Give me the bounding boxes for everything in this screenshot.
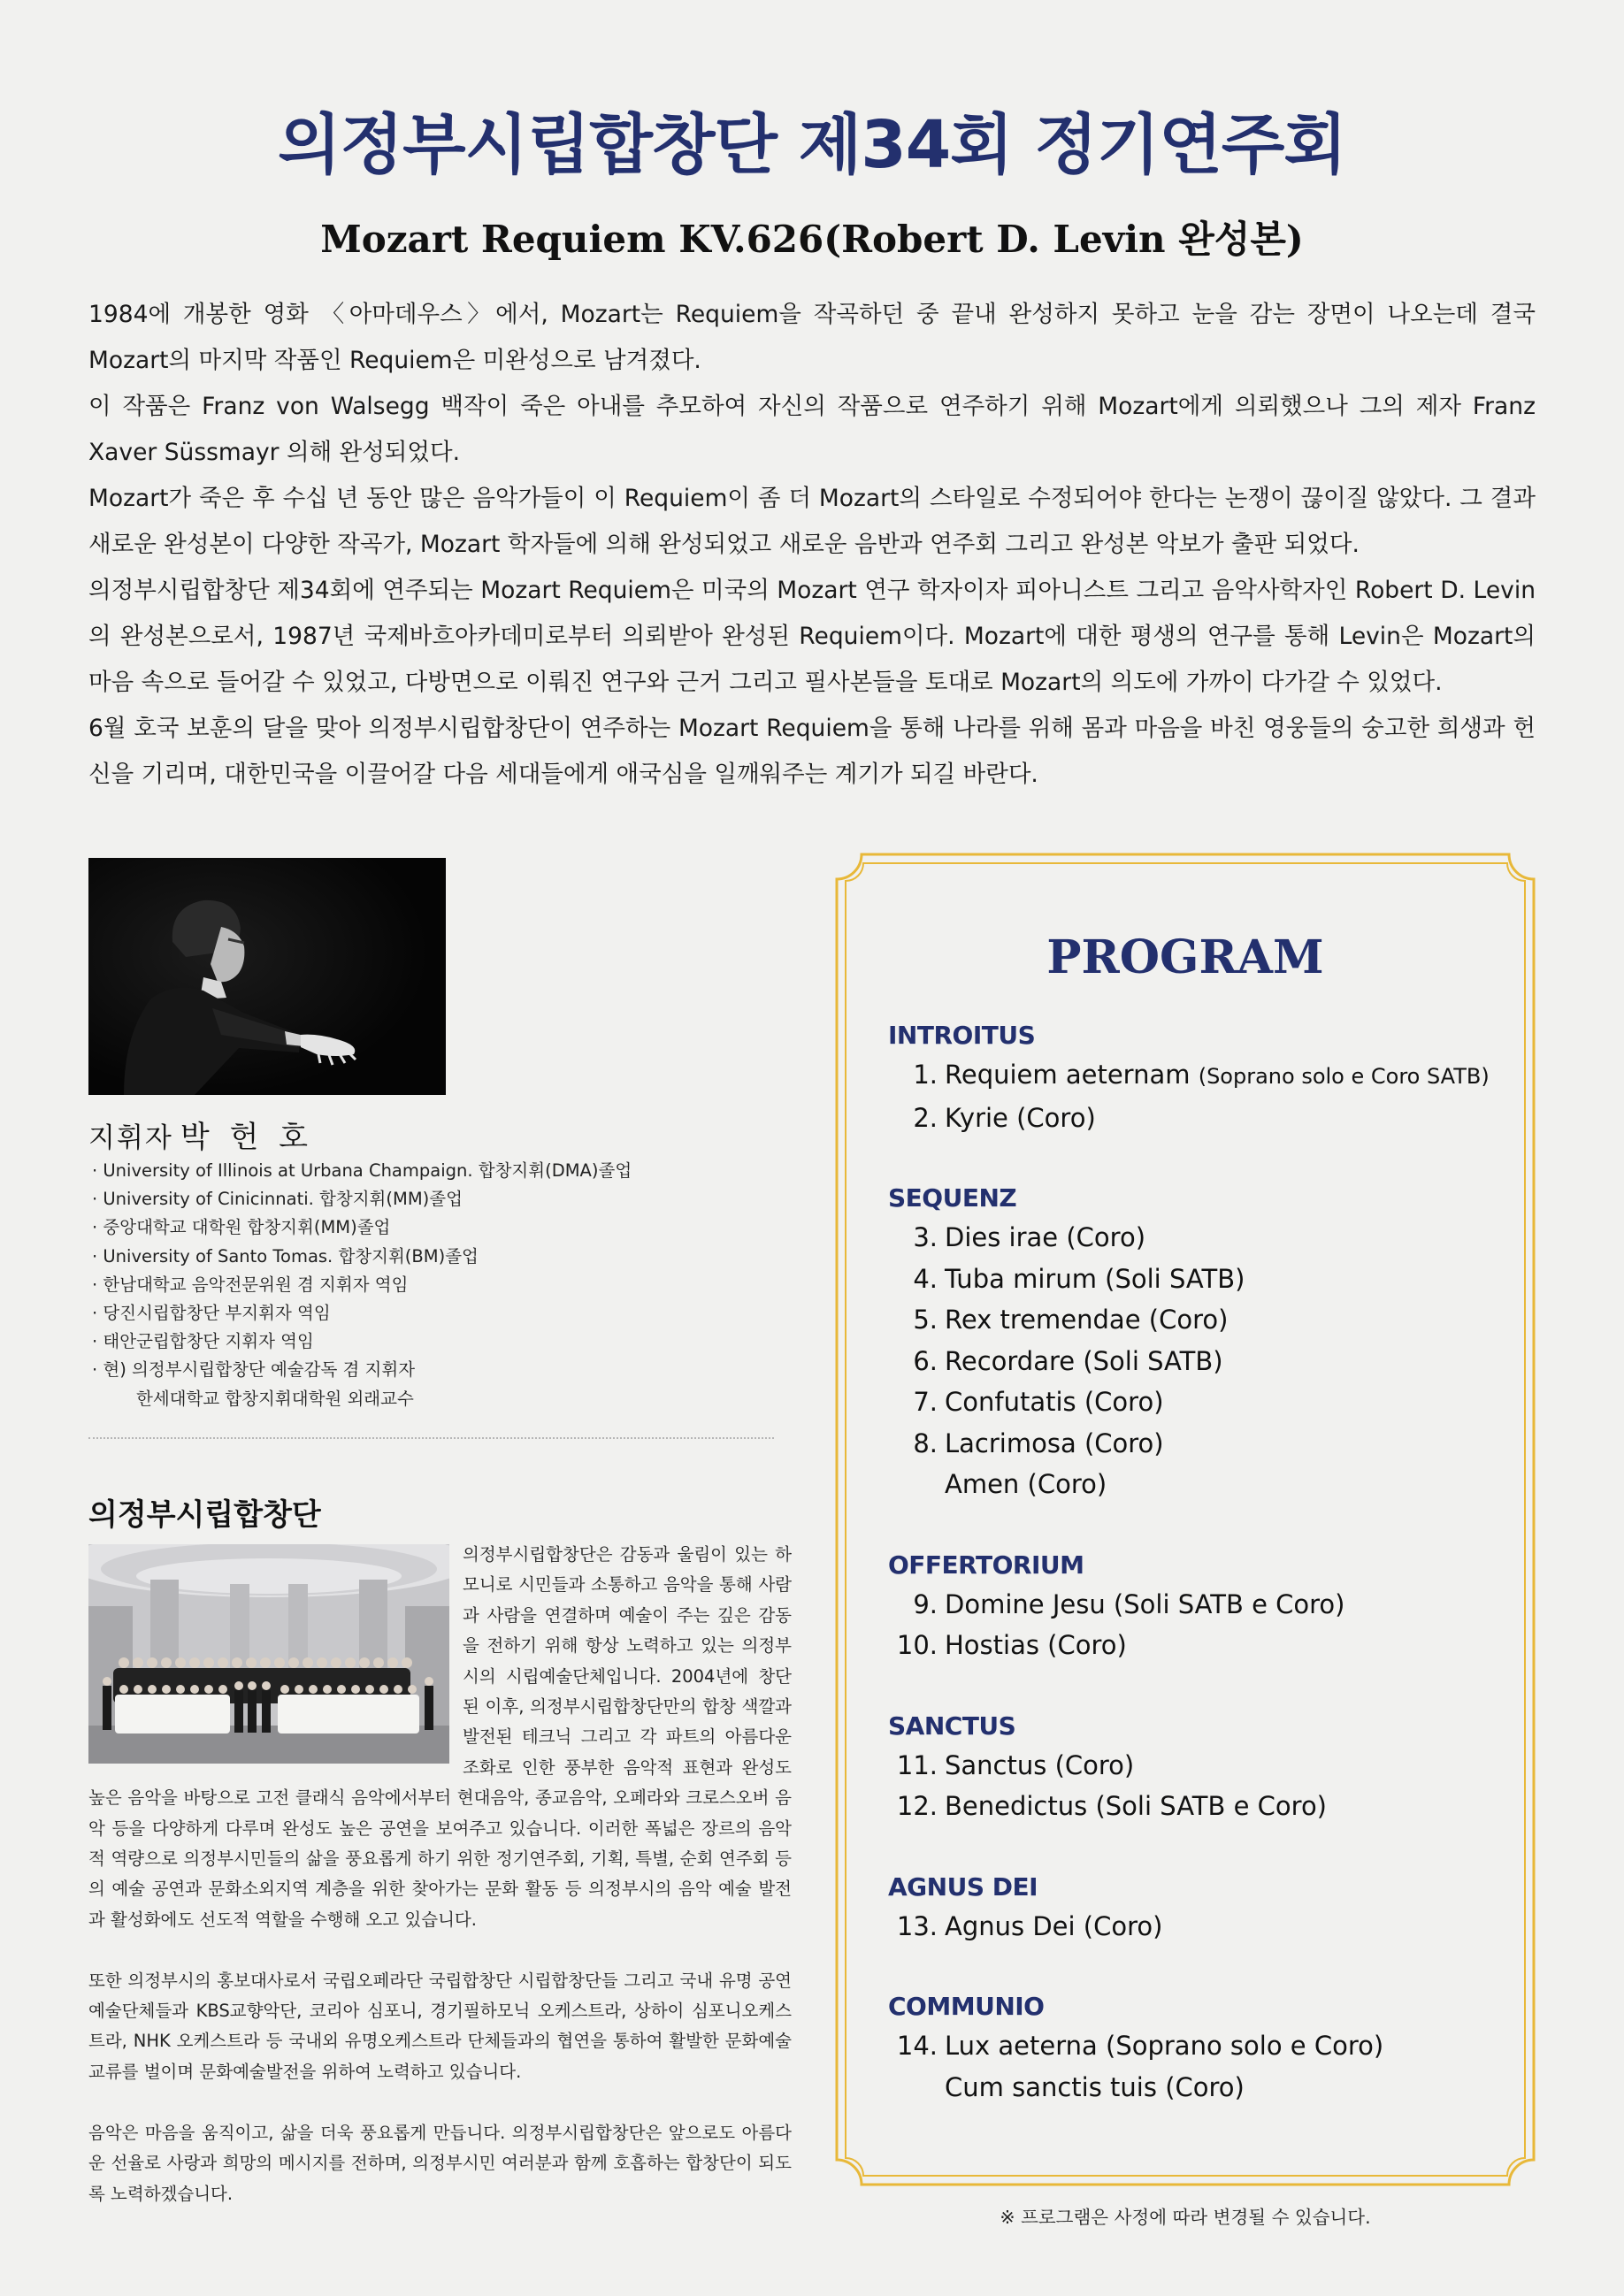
- intro-paragraph: 1984에 개봉한 영화 〈아마데우스〉에서, Mozart는 Requiem을 작곡하던 중 끝내 완성하지 못하고 눈을 감는 장면이 나오는데 결국 Mozart의 마지막 작품인 Requiem은 미완성으로 남겨졌다.: [88, 301, 1536, 374]
- item-number: 14.: [896, 2031, 938, 2061]
- program-footnote: ※ 프로그램은 사정에 따라 변경될 수 있습니다.: [1000, 2207, 1371, 2228]
- choir-paragraph: 음악은 마음을 움직이고, 삶을 더욱 풍요롭게 만듭니다. 의정부시립합창단은 앞으로도 아름다운 선율로 사랑과 희망의 메시지를 전하며, 의정부시민 여러분과 함께 호흡하는 합창단이 되도록 노력하겠습니다.: [88, 2122, 792, 2204]
- item-number: 6.: [913, 1345, 938, 1376]
- section-name: INTROITUS: [888, 1021, 1036, 1050]
- item-title: Recordare (Soli SATB): [945, 1345, 1223, 1376]
- bio-item: · University of Santo Tomas. 합창지휘(BM)졸업: [92, 1243, 782, 1271]
- conductor-photo: [88, 858, 446, 1095]
- bio-item: 한세대학교 합창지휘대학원 외래교수: [136, 1388, 414, 1409]
- bio-item: · 한남대학교 음악전문위원 겸 지휘자 역임: [92, 1271, 782, 1299]
- intro-text: [88, 292, 1536, 798]
- program-item: [888, 1098, 1507, 1139]
- program-section: [888, 1180, 1507, 1505]
- intro-paragraph: 6월 호국 보훈의 달을 맞아 의정부시립합창단이 연주하는 Mozart Requiem을 통해 나라를 위해 몸과 마음을 바친 영웅들의 숭고한 희생과 헌신을 기리며, 대한민국을 이끌어갈 다음 세대들에게 애국심을 일깨워주는 계기가 되길 바란다.: [88, 715, 1536, 788]
- page-subtitle: Mozart Requiem KV.626(Robert D. Levin 완성본): [320, 218, 1304, 261]
- program-item: [888, 1054, 1507, 1098]
- conductor-name: [88, 1113, 313, 1156]
- item-number: 1.: [913, 1060, 938, 1090]
- section-name: AGNUS DEI: [888, 1871, 1038, 1902]
- item-number: 7.: [913, 1387, 938, 1417]
- bio-item: · 태안군립합창단 지휘자 역임: [92, 1328, 782, 1356]
- section-name: OFFERTORIUM: [888, 1550, 1084, 1580]
- choir-paragraph: 또한 의정부시의 홍보대사로서 국립오페라단 국립합창단 시립합창단들 그리고 국내 유명 공연예술단체들과 KBS교향악단, 코리아 심포니, 경기필하모닉 오케스트라, 상하이 심포니오케스트라, NHK 오케스트라 등 국내외 유명오케스트라 단체들과의 협연을 통하여 활발한 문화예술교류를 벌이며 문화예술발전을 위하여 노력하고 있습니다.: [88, 1970, 792, 2082]
- program-section: [888, 1017, 1507, 1138]
- program-item: [888, 1217, 1507, 1259]
- item-number: 3.: [913, 1222, 938, 1252]
- bio-item: · University of Cinicinnati. 합창지휘(MM)졸업: [92, 1185, 782, 1213]
- item-title: Kyrie (Coro): [945, 1102, 1096, 1133]
- bio-item: · 현) 의정부시립합창단 예술감독 겸 지휘자: [92, 1356, 782, 1384]
- item-number: 12.: [896, 1791, 938, 1821]
- conductor-label: 지휘자: [88, 1122, 173, 1154]
- program-section: [888, 1708, 1507, 1827]
- program-item: [888, 1423, 1507, 1465]
- bio-item: · University of Illinois at Urbana Champaign. 합창지휘(DMA)졸업: [92, 1157, 782, 1185]
- item-title: Domine Jesu (Soli SATB e Coro): [945, 1588, 1345, 1619]
- choir-heading: 의정부시립합창단: [88, 1497, 321, 1533]
- program-item: [888, 1464, 1507, 1505]
- item-title: Sanctus (Coro): [945, 1749, 1135, 1780]
- program-item: [888, 1625, 1507, 1666]
- item-title: Rex tremendae (Coro): [945, 1305, 1229, 1335]
- intro-paragraph: 의정부시립합창단 제34회에 연주되는 Mozart Requiem은 미국의 Mozart 연구 학자이자 피아니스트 그리고 음악사학자인 Robert D. Levin의 완성본으로서, 1987년 국제바흐아카데미로부터 의뢰받아 완성된 Requiem이다. Mozart에 대한 평생의 연구를 통해 Levin은 Mozart의 마음 속으로 들어갈 수 있었고, 다방면으로 이뤄진 연구와 근거 그리고 필사본들을 토대로 Mozart의 의도에 가까이 다가갈 수 있었다.: [88, 577, 1536, 696]
- program-item: [888, 1381, 1507, 1423]
- item-title: Dies irae (Coro): [945, 1222, 1146, 1252]
- program-section: [888, 1547, 1507, 1666]
- item-title: Tuba mirum (Soli SATB): [945, 1263, 1245, 1294]
- section-name: SEQUENZ: [888, 1183, 1017, 1213]
- item-title: Lux aeterna (Soprano solo e Coro): [945, 2031, 1384, 2061]
- item-title: Benedictus (Soli SATB e Coro): [945, 1791, 1327, 1821]
- item-title: Confutatis (Coro): [945, 1387, 1164, 1417]
- item-title: Lacrimosa (Coro): [945, 1427, 1164, 1458]
- item-number: 5.: [913, 1305, 938, 1335]
- program-title: PROGRAM: [1046, 930, 1324, 984]
- bio-item: · 중앙대학교 대학원 합창지휘(MM)졸업: [92, 1213, 782, 1242]
- item-number: 8.: [913, 1427, 938, 1458]
- photo-spacer: [88, 1540, 463, 1765]
- section-name: SANCTUS: [888, 1711, 1016, 1741]
- conductor-name-text: 박 헌 호: [180, 1120, 313, 1155]
- item-number: 10.: [896, 1630, 938, 1660]
- intro-paragraph: 이 작품은 Franz von Walsegg 백작이 죽은 아내를 추모하여 자신의 작품으로 연주하기 위해 Mozart에게 의뢰했으나 그의 제자 Franz Xaver Süssmayr 의해 완성되었다.: [88, 393, 1536, 466]
- conductor-bio: [92, 1157, 782, 1413]
- item-number: 2.: [913, 1102, 938, 1133]
- item-number: 4.: [913, 1263, 938, 1294]
- item-title: Requiem aeternam: [945, 1060, 1191, 1090]
- item-title: Cum sanctis tuis (Coro): [945, 2071, 1245, 2102]
- program-item: [888, 2025, 1507, 2067]
- item-title: Agnus Dei (Coro): [945, 1910, 1163, 1941]
- choir-paragraph: 의정부시립합창단은 감동과 울림이 있는 하모니로 시민들과 소통하고 음악을 통해 사람과 사람을 연결하며 예술이 주는 깊은 감동을 전하기 위해 항상 노력하고 있는 의정부시의 시립예술단체입니다. 2004년에 창단된 이후, 의정부시립합창단만의 합창 색깔과 발전된 테크닉 그리고 각 파트의 아름다운 조화로 인한 풍부한 음악적 표현과 완성도 높은 음악을 바탕으로 고전 클래식 음악에서부터 현대음악, 종교음악, 오페라와 크로스오버 음악 등을 다양하게 다루며 완성도 높은 공연을 보여주고 있습니다. 이러한 폭넓은 장르의 음악적 역량으로 의정부시민들의 삶을 풍요롭게 하기 위한 정기연주회, 기획, 특별, 순회 연주회 등의 예술 공연과 문화소외지역 계층을 위한 찾아가는 문화 활동 등 의정부시의 음악 예술 발전과 활성화에도 선도적 역할을 수행해 오고 있습니다.: [88, 1544, 792, 1930]
- program-item: [888, 2067, 1507, 2108]
- choir-description: [88, 1540, 792, 2239]
- item-number: 9.: [913, 1588, 938, 1619]
- intro-paragraph: Mozart가 죽은 후 수십 년 동안 많은 음악가들이 이 Requiem이 좀 더 Mozart의 스타일로 수정되어야 한다는 논쟁이 끊이질 않았다. 그 결과 새로운 완성본이 다양한 작곡가, Mozart 학자들에 의해 완성되었고 새로운 음반과 연주회 그리고 완성본 악보가 출판 되었다.: [88, 485, 1536, 558]
- item-title: Amen (Coro): [945, 1469, 1107, 1499]
- item-note: (Soprano solo e Coro SATB): [1198, 1064, 1490, 1089]
- program-item: [888, 1745, 1507, 1787]
- page-title: 의정부시립합창단 제34회 정기연주회: [278, 107, 1346, 183]
- program-section: [888, 1869, 1507, 1948]
- program-item: [888, 1341, 1507, 1382]
- section-divider: [88, 1437, 774, 1439]
- program-item: [888, 1786, 1507, 1827]
- program-item: [888, 1259, 1507, 1300]
- section-name: COMMUNIO: [888, 1992, 1045, 2021]
- program-item: [888, 1906, 1507, 1948]
- item-number: 13.: [896, 1910, 938, 1941]
- bio-item: · 당진시립합창단 부지휘자 역임: [92, 1299, 782, 1328]
- program-section: [888, 1988, 1507, 2108]
- program-list: [888, 1017, 1507, 2149]
- program-item: [888, 1299, 1507, 1341]
- item-title: Hostias (Coro): [945, 1630, 1127, 1660]
- program-item: [888, 1584, 1507, 1626]
- item-number: 11.: [896, 1749, 938, 1780]
